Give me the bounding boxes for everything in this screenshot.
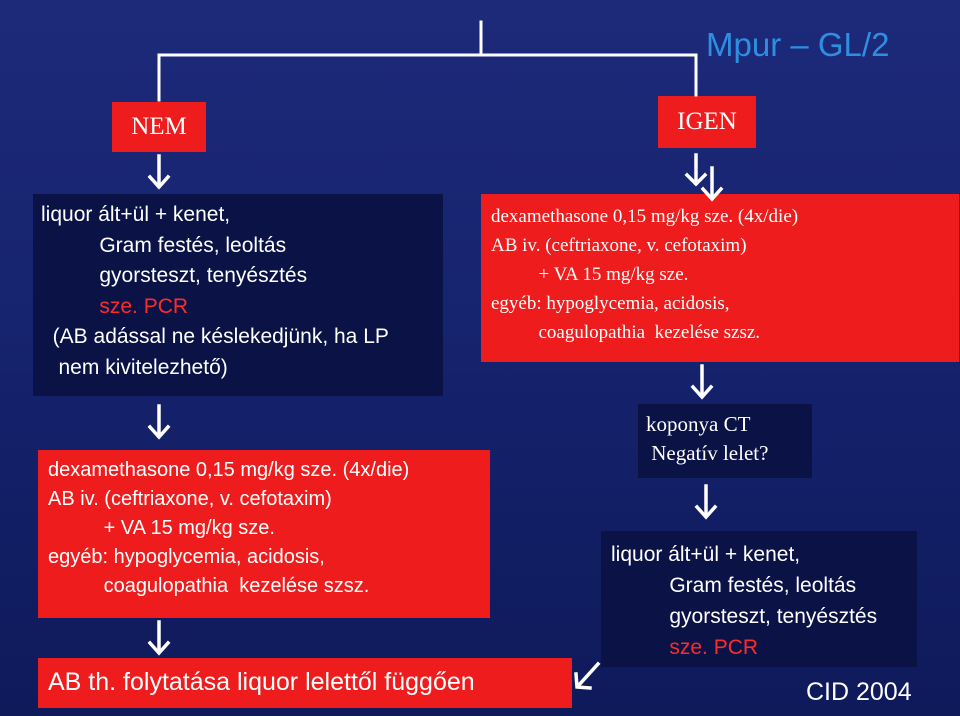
arrow-down-icon — [150, 406, 168, 437]
left-liquor-line-2: Gram festés, leoltás — [41, 233, 287, 257]
left-liquor-line-5: (AB adással ne késlekedjünk, ha LP — [41, 325, 389, 348]
arrow-down-icon — [150, 156, 168, 187]
ct-line-2: Negatív lelet? — [646, 441, 769, 465]
slide-title: Mpur – GL/2 — [706, 26, 890, 63]
bottom-therapy-text: AB th. folytatása liquor lelettől függően — [48, 668, 475, 696]
arrow-down-icon — [703, 168, 721, 199]
left-therapy-line-3: + VA 15 mg/kg sze. — [48, 517, 275, 539]
left-therapy-line-2: AB iv. (ceftriaxone, v. cefotaxim) — [48, 488, 332, 510]
right-liquor-line-1: liquor ált+ül + kenet, — [611, 543, 801, 566]
right-liquor-line-4: sze. PCR — [611, 636, 759, 659]
left-therapy-line-4: egyéb: hypoglycemia, acidosis, — [48, 546, 325, 568]
right-therapy-line-1: dexamethasone 0,15 mg/kg sze. (4x/die) — [491, 206, 799, 227]
right-therapy-line-3: + VA 15 mg/kg sze. — [491, 264, 689, 285]
arrow-diagonal-icon — [576, 664, 598, 688]
arrow-down-icon — [687, 155, 705, 184]
left-liquor-line-3: gyorsteszt, tenyésztés — [41, 264, 308, 287]
left-liquor-line-4: sze. PCR — [41, 294, 189, 318]
igen-label: IGEN — [677, 108, 737, 135]
arrow-down-icon — [693, 366, 711, 397]
right-liquor-line-2: Gram festés, leoltás — [611, 574, 857, 597]
arrow-down-icon — [697, 486, 715, 517]
arrow-down-icon — [150, 622, 168, 653]
right-therapy-line-5: coagulopathia kezelése szsz. — [491, 322, 761, 343]
ct-line-1: koponya CT — [646, 412, 751, 436]
left-therapy-line-1: dexamethasone 0,15 mg/kg sze. (4x/die) — [48, 459, 410, 481]
right-therapy-line-4: egyéb: hypoglycemia, acidosis, — [491, 293, 730, 314]
left-liquor-line-6: nem kivitelezhető) — [41, 355, 228, 379]
right-liquor-line-3: gyorsteszt, tenyésztés — [611, 605, 878, 628]
right-therapy-line-2: AB iv. (ceftriaxone, v. cefotaxim) — [491, 235, 747, 256]
left-liquor-line-1: liquor ált+ül + kenet, — [41, 203, 231, 226]
nem-label: NEM — [131, 113, 187, 140]
left-therapy-line-5: coagulopathia kezelése szsz. — [48, 575, 370, 597]
footer-label: CID 2004 — [806, 678, 912, 706]
